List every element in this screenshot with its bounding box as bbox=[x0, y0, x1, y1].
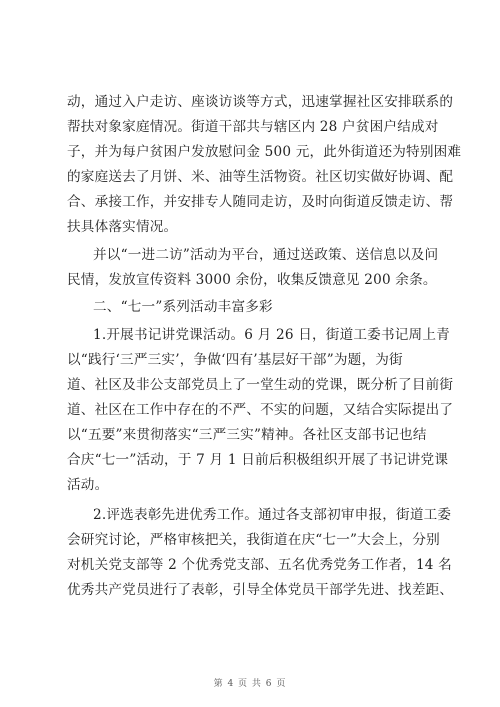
text-line: 合、承接工作，并安排专人随同走访，及时向街道反馈走访、帮 bbox=[67, 194, 454, 210]
section-heading: 二、“七一”系列活动丰富多彩 bbox=[93, 299, 273, 315]
text-line: 帮扶对象家庭情况。街道干部共与辖区内 28 户贫困户结成对 bbox=[67, 119, 439, 135]
text-line: 2.评选表彰先进优秀工作。通过各支部初审申报，街道工委 bbox=[93, 507, 452, 523]
text-line: 道、社区及非公支部党员上了一堂生动的党课，既分析了目前街 bbox=[67, 377, 454, 393]
page-number-footer: 第 4 页 共 6 页 bbox=[213, 679, 287, 689]
text-line: 的家庭送去了月饼、米、油等生活物资。社区切实做好协调、配 bbox=[67, 169, 454, 185]
text-line: 以“践行‘三严三实’，争做‘四有’基层好干部”为题，为街 bbox=[67, 352, 403, 368]
text-line: 1.开展书记讲党课活动。6 月 26 日，街道工委书记周上青 bbox=[93, 327, 450, 343]
text-line: 活动。 bbox=[67, 477, 109, 493]
text-line: 道、社区在工作中存在的不严、不实的问题，又结合实际提出了 bbox=[67, 402, 454, 418]
text-line: 动，通过入户走访、座谈访谈等方式，迅速掌握社区安排联系的 bbox=[67, 94, 454, 110]
text-line: 合庆“七一”活动，于 7 月 1 日前后积极组织开展了书记讲党课 bbox=[67, 452, 449, 468]
text-line: 优秀共产党员进行了表彰，引导全体党员干部学先进、找差距、 bbox=[67, 582, 454, 598]
text-line: 对机关党支部等 2 个优秀党支部、五名优秀党务工作者，14 名 bbox=[67, 557, 452, 573]
text-line: 并以“一进二访”活动为平台，通过送政策、送信息以及问 bbox=[93, 247, 439, 263]
text-line: 子，并为每户贫困户发放慰问金 500 元，此外街道还为特别困难 bbox=[67, 144, 462, 160]
text-line: 扶具体落实情况。 bbox=[67, 219, 178, 235]
text-line: 会研究讨论，严格审核把关，我街道在庆“七一”大会上，分别 bbox=[67, 532, 440, 548]
text-line: 以“五要”来贯彻落实“三严三实”精神。各社区支部书记也结 bbox=[67, 427, 427, 443]
text-line: 民情，发放宣传资料 3000 余份，收集反馈意见 200 余条。 bbox=[67, 272, 437, 288]
